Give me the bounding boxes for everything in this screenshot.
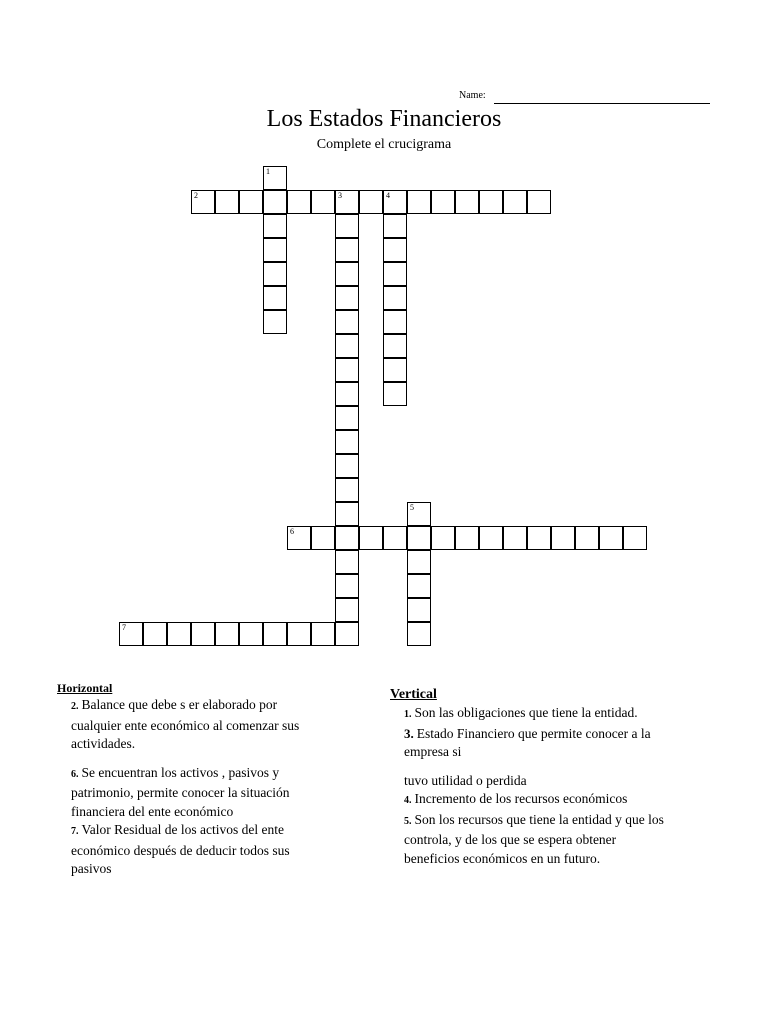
clue-line: empresa si: [404, 744, 462, 759]
clue-line: pasivos: [71, 861, 112, 876]
crossword-cell[interactable]: [575, 526, 599, 550]
crossword-cell[interactable]: [383, 382, 407, 406]
crossword-cell[interactable]: [407, 550, 431, 574]
clue-down-5: [390, 811, 720, 832]
crossword-cell[interactable]: [383, 190, 407, 214]
cell-clue-number: 6: [290, 527, 294, 536]
horizontal-heading: Horizontal: [57, 681, 113, 695]
crossword-cell[interactable]: [455, 526, 479, 550]
crossword-cell[interactable]: [407, 190, 431, 214]
crossword-cell[interactable]: [335, 430, 359, 454]
clue-down-1: [390, 704, 720, 725]
clue-number: 5.: [404, 815, 412, 827]
clue-line: actividades.: [71, 736, 136, 751]
page-title: Los Estados Financieros: [266, 106, 502, 132]
crossword-cell[interactable]: [335, 358, 359, 382]
page-subtitle: Complete el crucigrama: [316, 137, 452, 152]
clue-number: 7.: [71, 826, 79, 837]
clue-number: 3.: [404, 725, 414, 741]
crossword-cell[interactable]: [335, 478, 359, 502]
clue-line: tuvo utilidad o perdida: [404, 772, 527, 788]
crossword-cell[interactable]: [143, 622, 167, 646]
clue-text: Balance que debe s er elaborado por: [81, 697, 278, 712]
clue-across-7: [57, 821, 347, 842]
crossword-cell[interactable]: [383, 358, 407, 382]
clue-across-6: [57, 764, 347, 785]
crossword-cell[interactable]: [263, 262, 287, 286]
crossword-cell[interactable]: [407, 574, 431, 598]
crossword-cell[interactable]: [527, 526, 551, 550]
clue-line: financiera del ente económico: [71, 803, 234, 819]
crossword-cell[interactable]: [335, 574, 359, 598]
crossword-cell[interactable]: [287, 622, 311, 646]
clue-number: 2.: [71, 701, 79, 712]
crossword-cell[interactable]: [191, 190, 215, 214]
crossword-cell[interactable]: [215, 622, 239, 646]
clue-line: cualquier ente económico al comenzar sus: [71, 717, 300, 733]
crossword-cell[interactable]: [311, 190, 335, 214]
crossword-cell[interactable]: [263, 310, 287, 334]
crossword-cell[interactable]: [383, 262, 407, 286]
crossword-cell[interactable]: [311, 622, 335, 646]
crossword-cell[interactable]: [239, 190, 263, 214]
name-label: Name:: [459, 90, 486, 101]
crossword-cell[interactable]: [383, 214, 407, 238]
crossword-cell[interactable]: [335, 334, 359, 358]
crossword-cell[interactable]: [335, 502, 359, 526]
crossword-cell[interactable]: [335, 382, 359, 406]
crossword-cell[interactable]: [407, 526, 431, 550]
crossword-cell[interactable]: [527, 190, 551, 214]
clue-line: económico después de deducir todos sus: [71, 842, 290, 858]
crossword-cell[interactable]: [383, 286, 407, 310]
crossword-cell[interactable]: [335, 286, 359, 310]
clue-text: Incremento de los recursos económicos: [414, 791, 628, 806]
clue-text: Valor Residual de los activos del ente: [81, 822, 284, 837]
crossword-cell[interactable]: [335, 262, 359, 286]
crossword-cell[interactable]: [335, 622, 359, 646]
crossword-cell[interactable]: [479, 526, 503, 550]
crossword-cell[interactable]: [167, 622, 191, 646]
clue-text: Son los recursos que tiene la entidad y que los: [414, 811, 664, 827]
crossword-cell[interactable]: [335, 406, 359, 430]
crossword-cell[interactable]: [263, 214, 287, 238]
crossword-cell[interactable]: [263, 622, 287, 646]
crossword-cell[interactable]: [287, 526, 311, 550]
crossword-cell[interactable]: [359, 190, 383, 214]
horizontal-clues: [57, 680, 347, 879]
clue-number: 1.: [404, 709, 412, 720]
crossword-cell[interactable]: [359, 526, 383, 550]
vertical-heading: Vertical: [390, 687, 437, 702]
cell-clue-number: 2: [194, 191, 198, 200]
crossword-cell[interactable]: [407, 622, 431, 646]
crossword-cell[interactable]: [551, 526, 575, 550]
clue-line: controla, y de los que se espera obtener: [404, 832, 617, 847]
crossword-cell[interactable]: [407, 502, 431, 526]
crossword-cell[interactable]: [503, 190, 527, 214]
clue-line: patrimonio, permite conocer la situación: [71, 785, 290, 800]
cell-clue-number: 4: [386, 191, 390, 200]
crossword-cell[interactable]: [599, 526, 623, 550]
crossword-cell[interactable]: [335, 238, 359, 262]
cell-clue-number: 1: [266, 167, 270, 176]
crossword-cell[interactable]: [335, 598, 359, 622]
vertical-clues: [390, 686, 720, 868]
crossword-cell[interactable]: [503, 526, 527, 550]
crossword-cell[interactable]: [383, 310, 407, 334]
crossword-cell[interactable]: [335, 214, 359, 238]
crossword-cell[interactable]: [191, 622, 215, 646]
crossword-cell[interactable]: [431, 190, 455, 214]
clue-number: 6.: [71, 768, 79, 780]
crossword-cell[interactable]: [263, 286, 287, 310]
crossword-cell[interactable]: [263, 238, 287, 262]
crossword-cell[interactable]: [311, 526, 335, 550]
clue-line: beneficios económicos en un futuro.: [404, 850, 601, 866]
clue-text: Son las obligaciones que tiene la entidad.: [414, 705, 638, 720]
clue-text: Estado Financiero que permite conocer a la: [416, 725, 651, 741]
clue-number: 4.: [404, 795, 412, 806]
cell-clue-number: 7: [122, 623, 126, 632]
crossword-cell[interactable]: [383, 526, 407, 550]
crossword-cell[interactable]: [335, 526, 359, 550]
crossword-cell[interactable]: [407, 598, 431, 622]
crossword-cell[interactable]: [431, 526, 455, 550]
crossword-cell[interactable]: [623, 526, 647, 550]
crossword-cell[interactable]: [263, 190, 287, 214]
crossword-cell[interactable]: [287, 190, 311, 214]
cell-clue-number: 5: [410, 503, 414, 512]
crossword-cell[interactable]: [335, 190, 359, 214]
crossword-cell[interactable]: [383, 334, 407, 358]
crossword-cell[interactable]: [335, 310, 359, 334]
clue-text: Se encuentran los activos , pasivos y: [81, 764, 280, 780]
clue-across-2: [57, 696, 347, 717]
crossword-cell[interactable]: [263, 166, 287, 190]
clue-down-4: [390, 790, 720, 811]
crossword-cell[interactable]: [383, 238, 407, 262]
crossword-cell[interactable]: [335, 550, 359, 574]
crossword-cell[interactable]: [239, 622, 263, 646]
crossword-cell[interactable]: [215, 190, 239, 214]
crossword-cell[interactable]: [455, 190, 479, 214]
clue-down-3: [390, 725, 720, 744]
crossword-cell[interactable]: [479, 190, 503, 214]
crossword-cell[interactable]: [119, 622, 143, 646]
crossword-cell[interactable]: [335, 454, 359, 478]
cell-clue-number: 3: [338, 191, 342, 200]
